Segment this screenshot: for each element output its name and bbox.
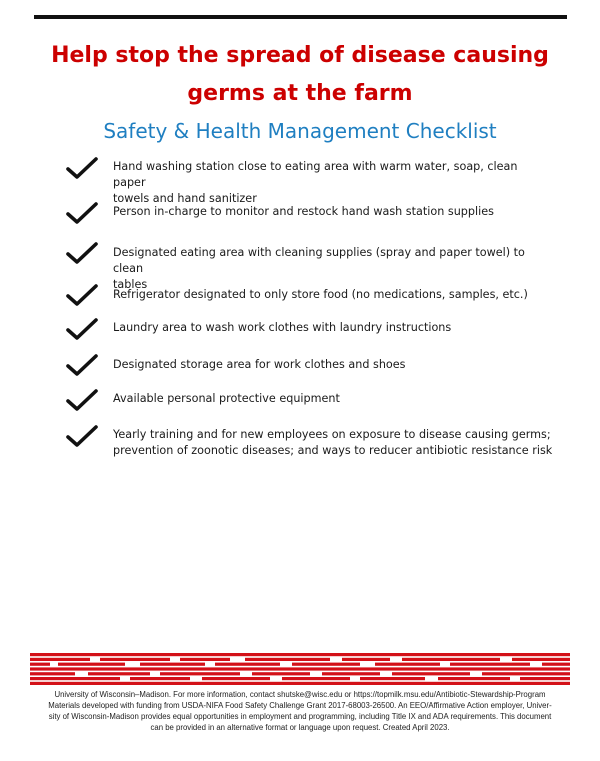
footer-line: can be provided in an alternative format or language upon request. Created April 2023. bbox=[150, 723, 450, 732]
stripe-segment bbox=[30, 663, 50, 666]
footer-line: University of Wisconsin–Madison. For more information, contact shutske@wisc.edu or https://topmilk.msu.edu/Antibiotic-Stewardship-Program bbox=[54, 690, 546, 699]
stripe-segment bbox=[392, 672, 470, 675]
checkmark-icon bbox=[66, 318, 98, 342]
stripe-segment bbox=[30, 653, 570, 656]
stripe-segment bbox=[252, 672, 310, 675]
checklist-item-line: Person in-charge to monitor and restock hand wash station supplies bbox=[113, 205, 494, 218]
decorative-stripe-band bbox=[30, 653, 570, 687]
checkmark-icon bbox=[66, 389, 98, 413]
stripe-segment bbox=[30, 658, 90, 661]
checklist-item-line: Refrigerator designated to only store food (no medications, samples, etc.) bbox=[113, 288, 528, 301]
checklist-item-line: Hand washing station close to eating area with warm water, soap, clean paper bbox=[113, 160, 518, 189]
stripe-segment bbox=[30, 677, 120, 680]
checkmark-icon bbox=[66, 354, 98, 378]
footer-line: Materials developed with funding from USDA-NIFA Food Safety Challenge Grant 2017-68003-26500. An EEO/Affirmative Action employer, Univer- bbox=[48, 701, 552, 710]
stripe-segment bbox=[100, 658, 170, 661]
checkmark-icon bbox=[66, 242, 98, 266]
page-title-line-2: germs at the farm bbox=[187, 81, 413, 106]
stripe-segment bbox=[542, 663, 570, 666]
checklist-item-line: Yearly training and for new employees on exposure to disease causing germs; bbox=[113, 428, 551, 441]
stripe-segment bbox=[375, 663, 440, 666]
stripe-segment bbox=[322, 672, 380, 675]
stripe-segment bbox=[438, 677, 510, 680]
checkmark-icon bbox=[66, 202, 98, 226]
stripe-segment bbox=[30, 672, 75, 675]
stripe-segment bbox=[342, 658, 390, 661]
checklist-item-line: towels and hand sanitizer bbox=[113, 192, 257, 205]
checklist-item-line: Laundry area to wash work clothes with laundry instructions bbox=[113, 321, 452, 334]
stripe-segment bbox=[160, 672, 240, 675]
stripe-segment bbox=[402, 658, 500, 661]
stripe-segment bbox=[180, 658, 230, 661]
stripe-segment bbox=[482, 672, 570, 675]
stripe-segment bbox=[140, 663, 205, 666]
page-title-line-1: Help stop the spread of disease causing bbox=[51, 43, 549, 68]
stripe-segment bbox=[30, 667, 570, 670]
checklist-item-line: Available personal protective equipment bbox=[113, 392, 340, 405]
checklist-item-line: Designated eating area with cleaning supplies (spray and paper towel) to clean bbox=[113, 246, 525, 275]
checklist-item-line: tables bbox=[113, 278, 148, 291]
checkmark-icon bbox=[66, 284, 98, 308]
stripe-segment bbox=[30, 682, 570, 685]
stripe-segment bbox=[292, 663, 360, 666]
stripe-segment bbox=[202, 677, 270, 680]
footer-text bbox=[36, 689, 564, 733]
stripe-segment bbox=[245, 658, 330, 661]
checklist-item-line: prevention of zoonotic diseases; and ways to reducer antibiotic resistance risk bbox=[113, 444, 553, 457]
stripe-segment bbox=[88, 672, 150, 675]
stripe-segment bbox=[282, 677, 350, 680]
stripe-segment bbox=[450, 663, 530, 666]
checklist-item-line: Designated storage area for work clothes and shoes bbox=[113, 358, 406, 371]
top-rule bbox=[34, 15, 567, 19]
stripe-segment bbox=[130, 677, 190, 680]
checkmark-icon bbox=[66, 425, 98, 449]
stripe-segment bbox=[215, 663, 280, 666]
stripe-segment bbox=[58, 663, 125, 666]
checkmark-icon bbox=[66, 157, 98, 181]
stripe-segment bbox=[512, 658, 570, 661]
stripe-segment bbox=[360, 677, 425, 680]
stripe-segment bbox=[520, 677, 570, 680]
page-subtitle: Safety & Health Management Checklist bbox=[103, 119, 497, 143]
footer-line: sity of Wisconsin-Madison provides equal opportunities in employment and programming, including Title IX and ADA requirements. This document bbox=[48, 712, 552, 721]
